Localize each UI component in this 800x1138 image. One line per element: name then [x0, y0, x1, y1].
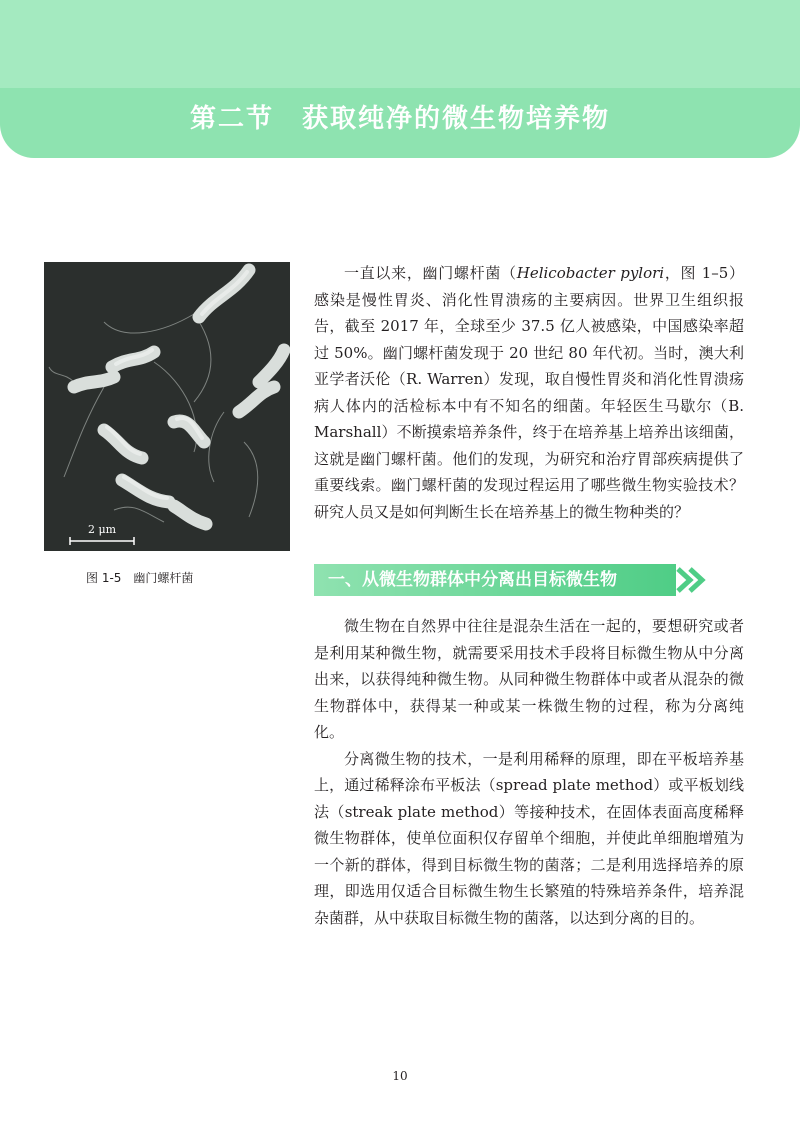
- species-name: Helicobacter pylori: [516, 264, 665, 282]
- micrograph-image: [44, 262, 290, 551]
- scale-bar-label: 2 μm: [87, 523, 117, 536]
- body-paragraph: 微生物在自然界中往往是混杂生活在一起的，要想研究或者是利用某种微生物，就需要采用技术手段将目标微生物从中分离出来，以获得纯种微生物。从同种微生物群体中或者从混杂的微生物群体中，获得某一种或某一株微生物的过程，称为分离纯化。: [314, 617, 744, 741]
- bacteria-micrograph: [44, 262, 290, 551]
- intro-paragraph: [314, 260, 744, 525]
- chevron-right-icon: [688, 567, 710, 593]
- intro-text-rest: ，图 1–5）感染是慢性胃炎、消化性胃溃疡的主要病因。世界卫生组织报告，截至 2017 年，全球至少 37.5 亿人被感染，中国感染率超过 50%。幽门螺杆菌发现于 20 世纪 80 年代初。当时，澳大利亚学者沃伦（R. Warren）发现，取自慢性胃炎和消化性胃溃疡病人体内的活检标本中有不知名的细菌。年轻医生马歇尔（B. Marshall）不断摸索培养条件，终于在培养基上培养出该细菌，这就是幽门螺杆菌。他们的发现，为研究和治疗胃部疾病提供了重要线索。幽门螺杆菌的发现过程运用了哪些微生物实验技术？研究人员又是如何判断生长在培养基上的微生物种类的？: [314, 264, 744, 521]
- page-number: 10: [392, 1069, 408, 1083]
- intro-text-start: 一直以来，幽门螺杆菌（: [344, 264, 517, 282]
- body-paragraph: 分离微生物的技术，一是利用稀释的原理，即在平板培养基上，通过稀释涂布平板法（spread plate method）或平板划线法（streak plate method）等接种技术，在固体表面高度稀释微生物群体，使单位面积仅存留单个细胞，并使此单细胞增殖为一个新的群体，得到目标微生物的菌落；二是利用选择培养的原理，即选用仅适合目标微生物生长繁殖的特殊培养条件，培养混杂菌群，从中获取目标微生物的菌落，以达到分离的目的。: [314, 749, 744, 927]
- chapter-header-band: [0, 0, 800, 158]
- section-body: [314, 613, 744, 931]
- section-title: 第二节 获取纯净的微生物培养物: [189, 104, 610, 134]
- figure-caption: 图 1-5 幽门螺杆菌: [86, 571, 194, 585]
- section-heading: 一、从微生物群体中分离出目标微生物: [328, 570, 617, 590]
- section-heading-banner: [314, 564, 694, 596]
- header-highlight: [0, 0, 800, 88]
